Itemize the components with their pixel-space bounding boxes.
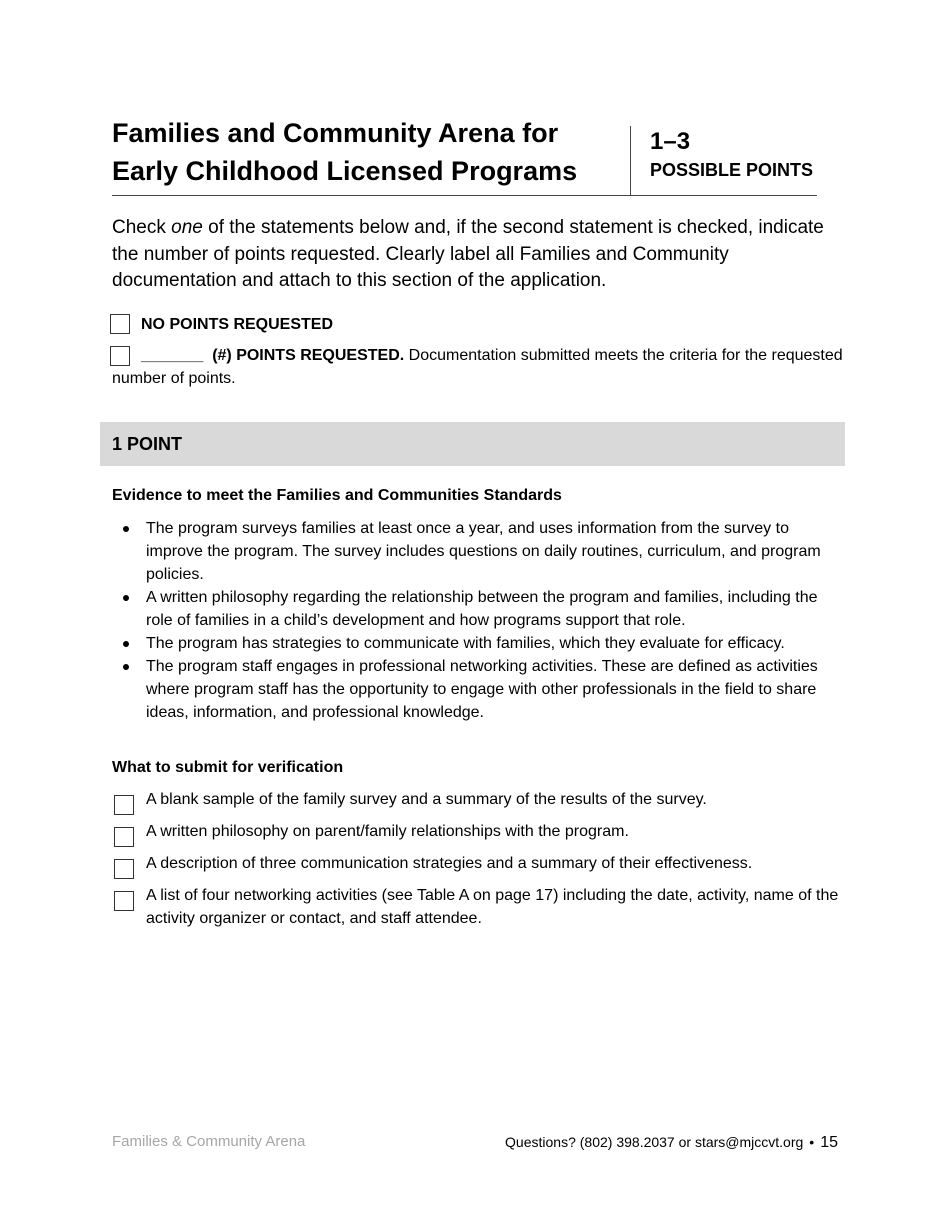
- points-requested-option[interactable]: [112, 344, 852, 390]
- points-requested-description: Documentation submitted meets the criteria for the requested number of points.: [112, 347, 843, 387]
- checklist-item[interactable]: [112, 788, 847, 811]
- instructions: [112, 215, 847, 295]
- list-item-text: The program has strategies to communicate with families, which they evaluate for efficacy.: [146, 635, 785, 652]
- list-item-text: The program staff engages in professional networking activities. These are defined as activities where program staff has the opportunity to engage with other professionals in the field to share ideas, information, and professional knowledge.: [146, 658, 818, 721]
- instructions-emphasis: one: [171, 217, 203, 238]
- title-line-2: Early Childhood Licensed Programs: [112, 156, 578, 186]
- list-item: [112, 586, 847, 632]
- footer-section-name: Families & Community Arena: [112, 1133, 306, 1150]
- header-vertical-divider: [630, 126, 631, 195]
- instructions-after: of the statements below and, if the second statement is checked, indicate the number of points requested. Clearly label all Families and Community documentation and attach to this section of the application.: [112, 217, 824, 291]
- evidence-heading: Evidence to meet the Families and Communities Standards: [112, 487, 562, 504]
- checklist-checkbox[interactable]: [114, 827, 134, 847]
- page-title-text: [112, 114, 632, 190]
- checklist-item-text: A written philosophy on parent/family relationships with the program.: [146, 823, 629, 840]
- title-line-1: Families and Community Arena for: [112, 118, 559, 148]
- no-points-label: NO POINTS REQUESTED: [141, 316, 334, 333]
- footer-contact-text: Questions? (802) 398.2037 or stars@mjccvt.org: [505, 1134, 804, 1150]
- page-number: 15: [820, 1134, 838, 1151]
- section-header-band: [100, 422, 845, 466]
- checklist-checkbox[interactable]: [114, 891, 134, 911]
- checklist-item[interactable]: [112, 820, 847, 843]
- footer-contact: [505, 1132, 838, 1153]
- points-requested-checkbox[interactable]: [110, 346, 130, 366]
- footer-separator: •: [809, 1134, 815, 1150]
- instructions-before: Check: [112, 217, 172, 238]
- checklist-checkbox[interactable]: [114, 795, 134, 815]
- points-range: 1–3: [650, 128, 691, 155]
- verification-checklist: [112, 788, 847, 939]
- points-requested-label: (#) POINTS REQUESTED.: [212, 347, 405, 364]
- verification-heading: What to submit for verification: [112, 759, 344, 776]
- no-points-checkbox[interactable]: [110, 314, 130, 334]
- checklist-item-text: A description of three communication strategies and a summary of their effectiveness.: [146, 855, 753, 872]
- bullet-icon: [123, 641, 129, 647]
- list-item: [112, 632, 847, 655]
- points-label: POSSIBLE POINTS: [650, 160, 814, 180]
- possible-points: [650, 128, 813, 182]
- checklist-item[interactable]: [112, 852, 847, 875]
- bullet-icon: [123, 664, 129, 670]
- bullet-icon: [123, 595, 129, 601]
- evidence-list: [112, 517, 847, 724]
- list-item: [112, 655, 847, 724]
- checklist-checkbox[interactable]: [114, 859, 134, 879]
- section-title: 1 POINT: [112, 434, 183, 454]
- checklist-item[interactable]: [112, 884, 847, 930]
- points-number-blank[interactable]: _______: [141, 347, 204, 364]
- list-item-text: A written philosophy regarding the relationship between the program and families, including the role of families in a child’s development and how programs support that role.: [146, 589, 818, 629]
- list-item: [112, 517, 847, 586]
- points-requested-text: [112, 344, 852, 390]
- page-title: [112, 114, 632, 190]
- bullet-icon: [123, 526, 129, 532]
- checklist-item-text: A blank sample of the family survey and a summary of the results of the survey.: [146, 791, 707, 808]
- header-divider: [112, 195, 817, 196]
- checklist-item-text: A list of four networking activities (see Table A on page 17) including the date, activity, name of the activity organizer or contact, and staff attendee.: [146, 887, 839, 927]
- list-item-text: The program surveys families at least once a year, and uses information from the survey to improve the program. The survey includes questions on daily routines, curriculum, and program policies.: [146, 520, 821, 583]
